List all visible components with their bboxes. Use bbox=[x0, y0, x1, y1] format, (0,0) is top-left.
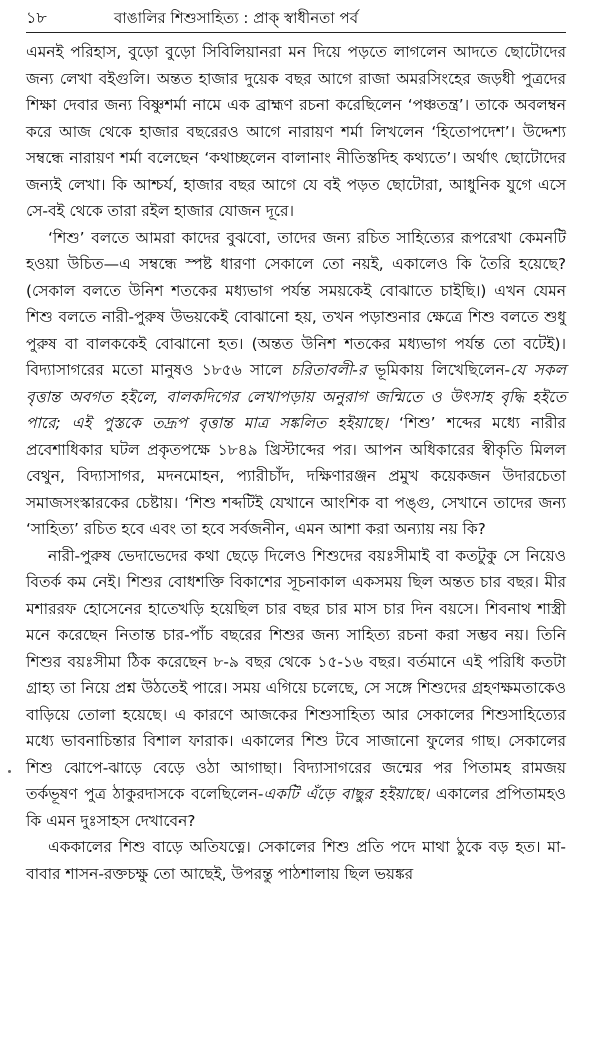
paragraph-text: নারী-পুরুষ ভেদাভেদের কথা ছেড়ে দিলেও শিশুদের বয়ঃসীমাই বা কতটুকু সে নিয়েও বিতর্ক কম নেই। শিশুর বোধশক্তি বিকাশের সূচনাকাল একসময় ছিল অন্তত চার বছর। মীর মশাররফ হোসেনের হাতেখড়ি হয়েছিল চার বছর চার মাস চার দিন বয়সে। শিবনাথ শাস্ত্রী মনে করেছেন নিতান্ত চার-পাঁচ বছরের শিশুর জন্য সাহিত্য রচনা করা সম্ভব নয়। তিনি শিশুর বয়ঃসীমা ঠিক করেছেন ৮-৯ বছর থেকে ১৫-১৬ বছর। বর্তমানে এই পরিধি কতটা গ্রাহ্য তা নিয়ে প্রশ্ন উঠতেই পারে। সময় এগিয়ে চলেছে, সে সঙ্গে শিশুদের গ্রহণক্ষমতাকেও বাড়িয়ে তোলা হয়েছে। এ কারণে আজকের শিশুসাহিত্য আর সেকালের শিশুসাহিত্যের মধ্যে ভাবনাচিন্তার বিশাল ফারাক। একালের শিশু টবে সাজানো ফুলের গাছ। সেকালের শিশু ঝোপে-ঝাড়ে বেড়ে ওঠা আগাছা। বিদ্যাসাগরের জন্মের পর পিতামহ রামজয় তর্কভূষণ পুত্র ঠাকুরদাসকে বলেছিলেন- bbox=[26, 546, 566, 803]
header-divider bbox=[26, 32, 566, 33]
paragraph-text: একালের প্রপিতামহও কি এমন দুঃসাহস দেখাবেন? bbox=[26, 785, 566, 830]
margin-mark bbox=[8, 770, 11, 773]
quoted-passage: একটি এঁড়ে বাছুর হইয়াছে। bbox=[263, 785, 430, 803]
paragraph-2 bbox=[26, 225, 566, 543]
running-header bbox=[26, 6, 566, 30]
running-title: বাঙালির শিশুসাহিত্য : প্রাক্ স্বাধীনতা পর্ব bbox=[114, 9, 359, 27]
book-title-emphasis: চরিতাবলী-র bbox=[290, 361, 367, 379]
quoted-passage: যে সকল বৃত্তান্ত অবগত হইলে, বালকদিগের লেখাপড়ায় অনুরাগ জন্মিতে ও উৎসাহ বৃদ্ধি হইতে পারে; এই পুস্তকে তদ্রূপ বৃত্তান্ত মাত্র সঙ্কলিত হইয়াছে। bbox=[26, 361, 566, 432]
paragraph-4 bbox=[26, 834, 566, 887]
paragraph-text: ‘শিশু’ বলতে আমরা কাদের বুঝবো, তাদের জন্য রচিত সাহিত্যের রূপরেখা কেমনটি হওয়া উচিত—এ সম্বন্ধে স্পষ্ট ধারণা সেকালে তো নয়ই, একালেও কি তৈরি হয়েছে? (সেকাল বলতে উনিশ শতকের মধ্যভাগ পর্যন্ত সময়কেই বোঝাতে চাইছি।) এখন যেমন শিশু বলতে নারী-পুরুষ উভয়কেই বোঝানো হয়, তখন পড়াশুনার ক্ষেত্রে শিশু বলতে শুধু পুরুষ বা বালককেই বোঝানো হত। (অন্তত উনিশ শতকের মধ্যভাগ পর্যন্ত তো বটেই)। বিদ্যাসাগরের মতো মানুষও ১৮৫৬ সালে bbox=[26, 228, 566, 379]
paragraph-text: এমনই পরিহাস, বুড়ো বুড়ো সিবিলিয়ানরা মন দিয়ে পড়তে লাগলেন আদতে ছোটোদের জন্য লেখা বইগুলি। অন্তত হাজার দুয়েক বছর আগে রাজা অমরসিংহের জড়ধী পুত্রদের শিক্ষা দেবার জন্য বিষ্ণুশর্মা নামে এক ব্রাহ্মণ রচনা করেছিলেন ‘পঞ্চতন্ত্র’। তাকে অবলম্বন করে আজ থেকে হাজার বছরেরও আগে নারায়ণ শর্মা লিখলেন ‘হিতোপদেশ’। উদ্দেশ্য সম্বন্ধে নারায়ণ শর্মা বলেছেন ‘কথাচ্ছলেন বালানাং নীতিস্তদিহ কথ্যতে’। অর্থাৎ ছোটোদের জন্যই লেখা। কি আশ্চর্য, হাজার বছর আগে যে বই পড়ত ছোটোরা, আধুনিক যুগে এসে সে-বই থেকে তারা রইল হাজার যোজন দূরে। bbox=[26, 43, 566, 220]
page-number: ১৮ bbox=[26, 8, 47, 27]
paragraph-text: এককালের শিশু বাড়ে অতিযত্নে। সেকালের শিশু প্রতি পদে মাথা ঠুকে বড় হত। মা-বাবার শাসন-রক্তচক্ষু তো আছেই, উপরন্তু পাঠশালায় ছিল ভয়ঙ্কর bbox=[26, 838, 566, 883]
paragraph-text: ভূমিকায় লিখেছিলেন- bbox=[366, 361, 511, 379]
paragraph-3 bbox=[26, 543, 566, 835]
paragraph-text: ‘শিশু’ শব্দের মধ্যে নারীর প্রবেশাধিকার ঘটল প্রকৃতপক্ষে ১৮৪৯ খ্রিস্টাব্দের পর। আপন অধিকারের স্বীকৃতি মিলল বেথুন, বিদ্যাসাগর, মদনমোহন, প্যারীচাঁদ, দক্ষিণারঞ্জন প্রমুখ কয়েকজন উদারচেতা সমাজসংস্কারকের চেষ্টায়। ‘শিশু শব্দটিই যেখানে আংশিক বা পঙ্গু, সেখানে তাদের জন্য ‘সাহিত্য’ রচিত হবে এবং তা হবে সর্বজনীন, এমন আশা করা অন্যায় নয় কি? bbox=[26, 414, 567, 538]
page-body bbox=[26, 39, 566, 887]
paragraph-1 bbox=[26, 39, 566, 225]
